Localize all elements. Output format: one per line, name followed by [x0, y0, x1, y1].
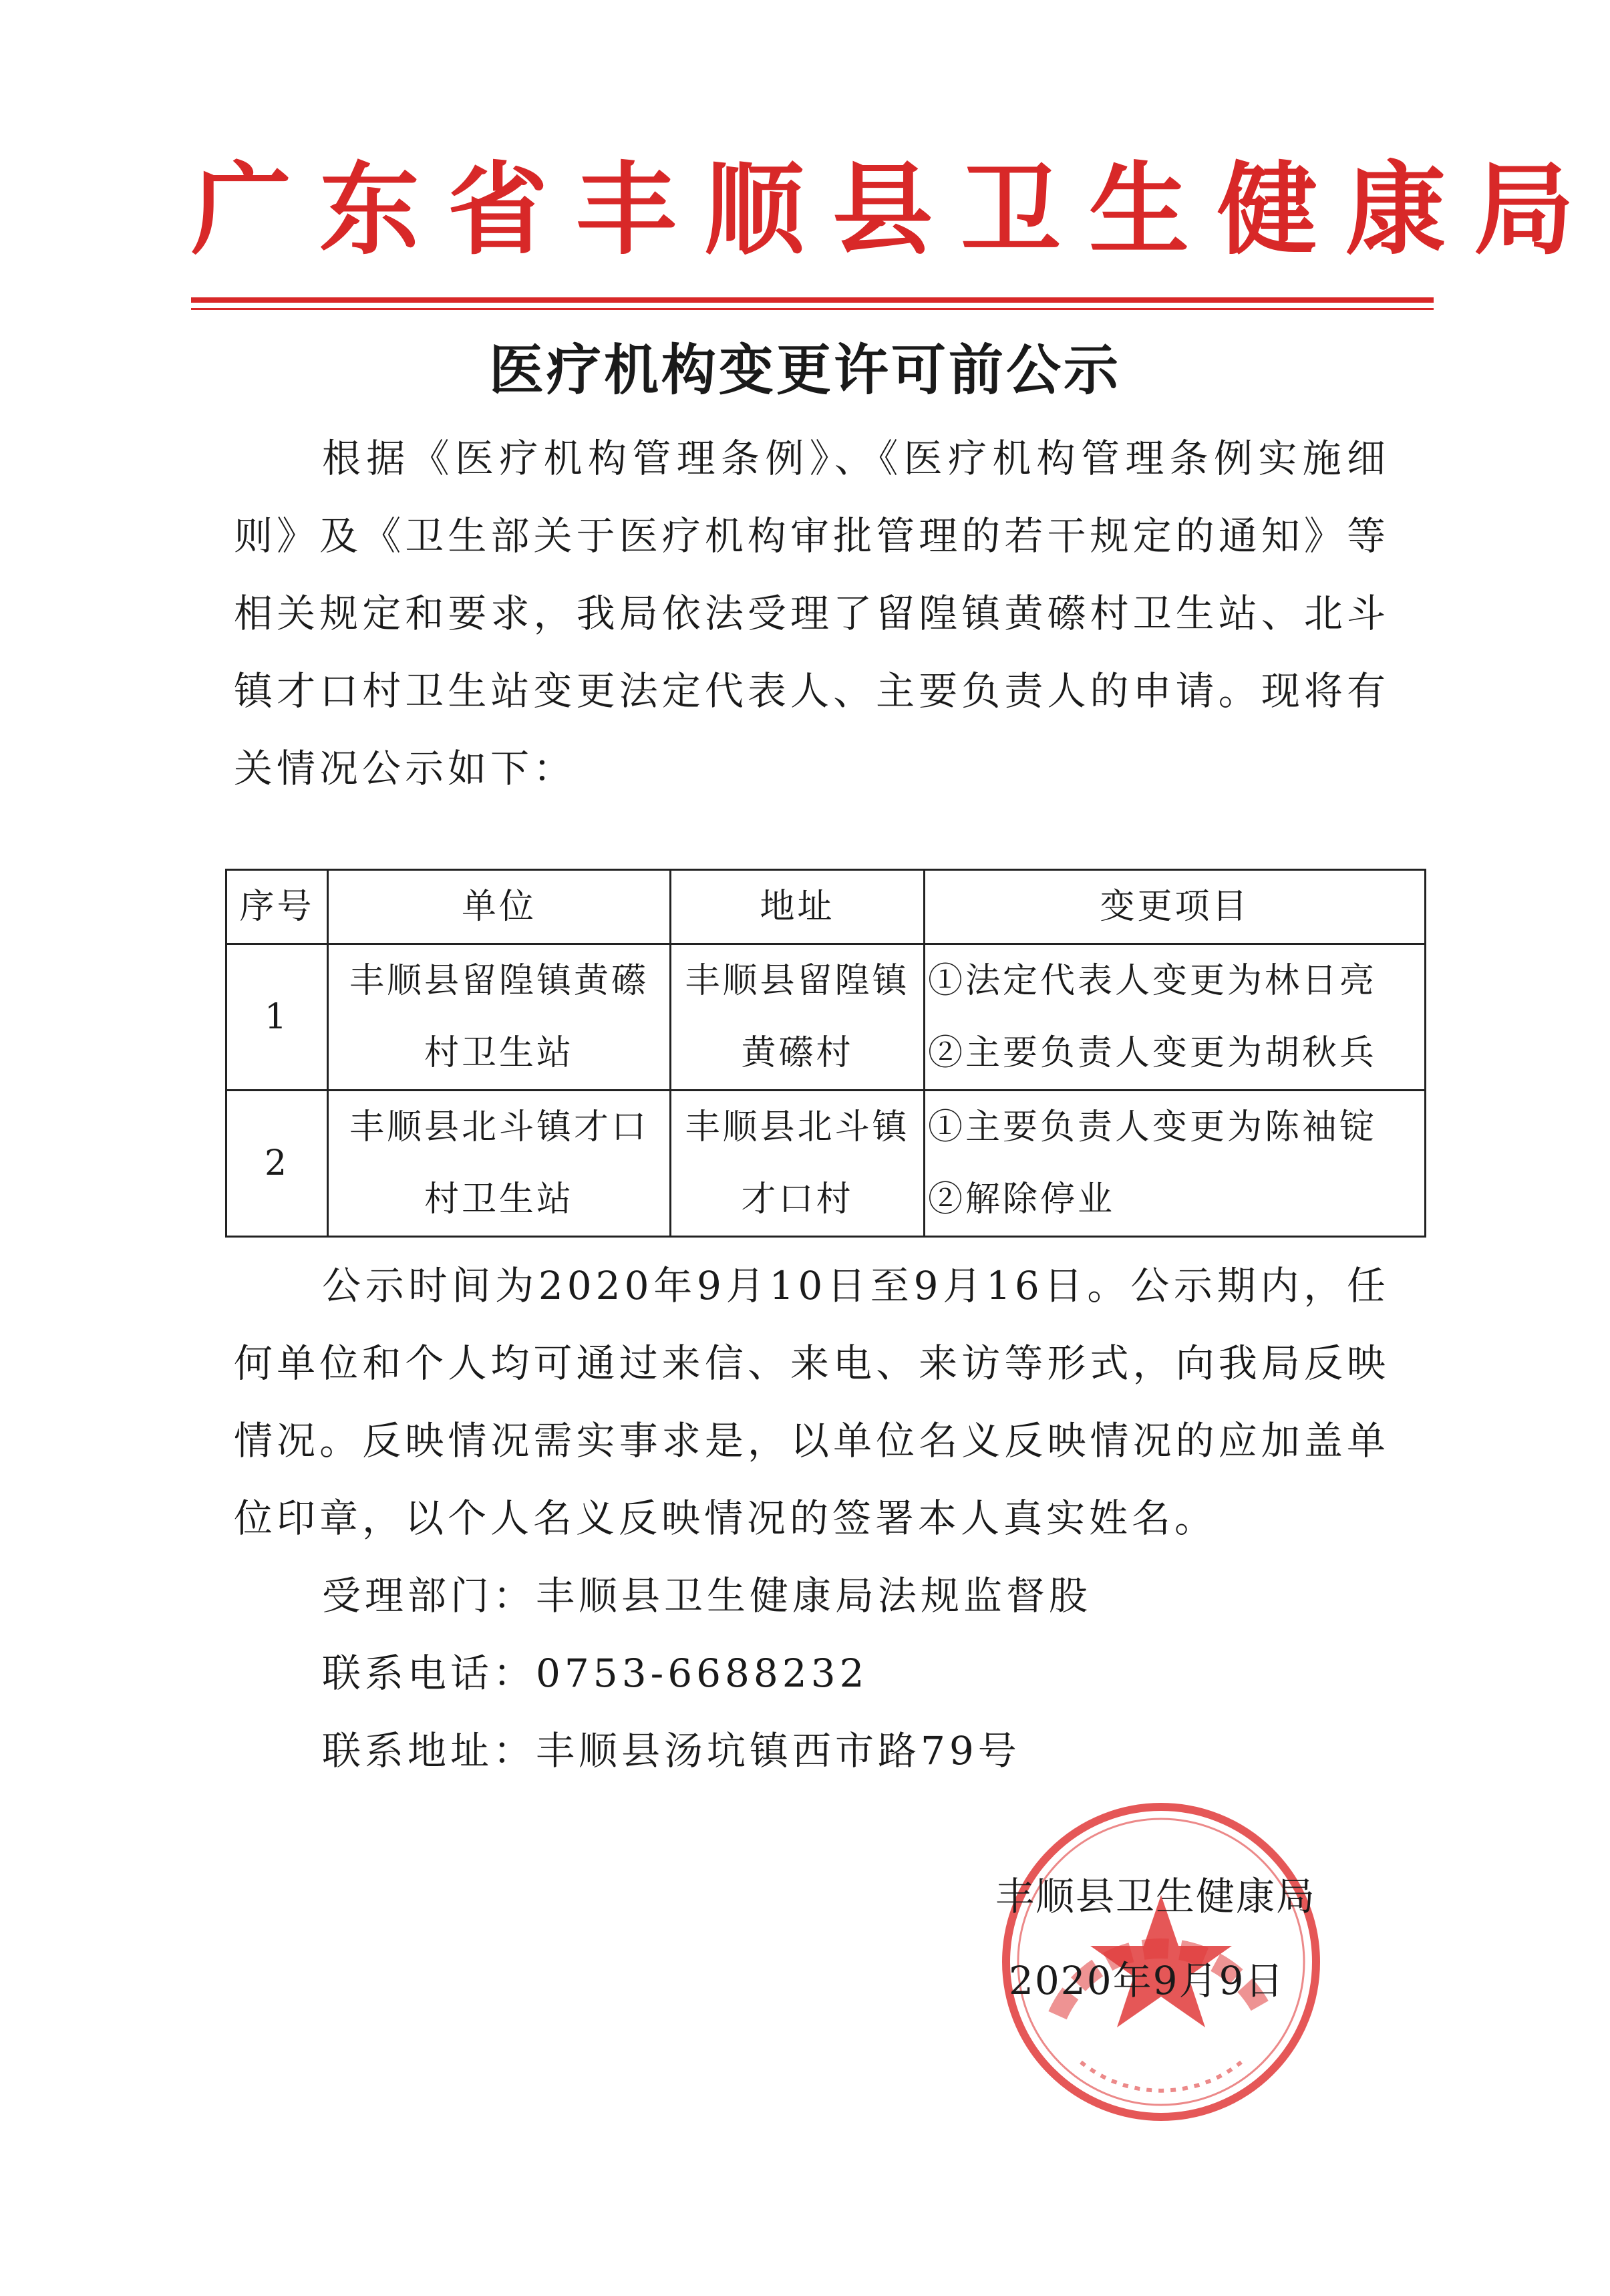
table-header-row	[226, 870, 1426, 944]
unit-line: 村卫生站	[424, 1179, 574, 1219]
signature-org: 丰顺县卫生健康局	[995, 1874, 1317, 1919]
header-unit: 单位	[328, 870, 671, 944]
header-rule-thick	[191, 297, 1434, 303]
address-line: 丰顺县北斗镇	[685, 1107, 910, 1147]
contact-phone: 联系电话：0753-6688232	[322, 1651, 868, 1696]
change-table	[225, 869, 1426, 1238]
change-item: ②主要负责人变更为胡秋兵	[928, 1033, 1378, 1073]
org-header-title: 广东省丰顺县卫生健康局	[191, 152, 1603, 269]
header-rule-thin	[191, 308, 1434, 310]
table-row	[226, 944, 1426, 1091]
notice-paragraph: 公示时间为2020年9月10日至9月16日。公示期内，任何单位和个人均可通过来信、来电、来访等形式，向我局反映情况。反映情况需实事求是，以单位名义反映情况的应加盖单位印章，以个人名义反映情况的签署本人真实姓名。	[234, 1263, 1390, 1541]
table-row	[226, 1091, 1426, 1237]
address-line: 黄礤村	[741, 1033, 854, 1073]
header-address: 地址	[671, 870, 925, 944]
row-index: 2	[226, 1091, 328, 1237]
row-changes	[925, 1091, 1426, 1237]
address-line: 丰顺县留隍镇	[685, 961, 910, 1001]
row-unit	[328, 944, 671, 1091]
unit-line: 村卫生站	[424, 1033, 574, 1073]
unit-line: 丰顺县留隍镇黄礤	[349, 961, 649, 1001]
row-address	[671, 944, 925, 1091]
header-index: 序号	[226, 870, 328, 944]
change-item: ①主要负责人变更为陈袖锭	[928, 1107, 1378, 1147]
contact-address: 联系地址：丰顺县汤坑镇西市路79号	[322, 1728, 1021, 1773]
signature-date: 2020年9月9日	[1009, 1958, 1285, 2003]
row-unit	[328, 1091, 671, 1237]
change-item: ②解除停业	[928, 1179, 1116, 1219]
change-item: ①法定代表人变更为林日亮	[928, 961, 1378, 1001]
row-changes	[925, 944, 1426, 1091]
unit-line: 丰顺县北斗镇才口	[349, 1107, 649, 1147]
row-index: 1	[226, 944, 328, 1091]
intro-paragraph: 根据《医疗机构管理条例》、《医疗机构管理条例实施细则》及《卫生部关于医疗机构审批管理的若干规定的通知》等相关规定和要求，我局依法受理了留隍镇黄礤村卫生站、北斗镇才口村卫生站变更法定代表人、主要负责人的申请。现将有关情况公示如下：	[234, 436, 1390, 791]
document-title: 医疗机构变更许可前公示	[488, 339, 1121, 402]
contact-department: 受理部门：丰顺县卫生健康局法规监督股	[322, 1573, 1092, 1618]
header-changes: 变更项目	[925, 870, 1426, 944]
row-address	[671, 1091, 925, 1237]
address-line: 才口村	[741, 1179, 854, 1219]
